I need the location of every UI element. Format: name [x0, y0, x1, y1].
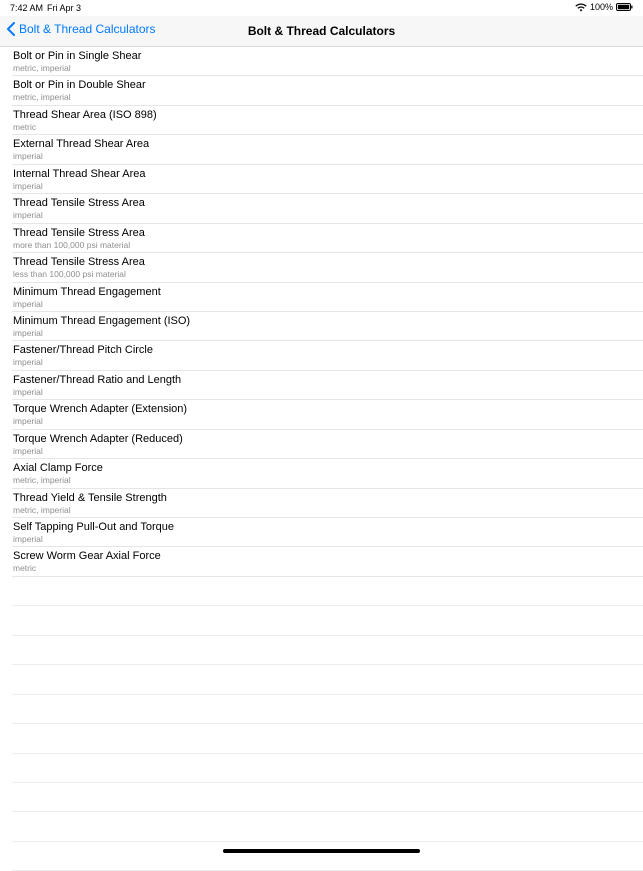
- list-item-subtitle: less than 100,000 psi material: [13, 269, 126, 280]
- list-item[interactable]: [12, 106, 643, 135]
- list-item-subtitle: imperial: [13, 298, 43, 309]
- list-item[interactable]: [12, 371, 643, 400]
- status-indicators: [575, 2, 633, 12]
- list-item[interactable]: [12, 135, 643, 164]
- list-item-title: Bolt or Pin in Double Shear: [13, 79, 146, 92]
- page-title: Bolt & Thread Calculators: [247, 24, 396, 38]
- list-item[interactable]: [12, 76, 643, 105]
- wifi-icon: [575, 3, 587, 12]
- list-item[interactable]: [12, 165, 643, 194]
- list-item[interactable]: [12, 47, 643, 76]
- empty-separator-row: [12, 695, 643, 724]
- list-item-title: Torque Wrench Adapter (Reduced): [13, 432, 183, 445]
- list-item-subtitle: metric, imperial: [13, 63, 71, 73]
- list-item-title: Minimum Thread Engagement: [13, 285, 161, 298]
- list-item-title: Thread Tensile Stress Area: [13, 197, 145, 210]
- status-time: 7:42 AM: [10, 3, 44, 13]
- list-item-subtitle: imperial: [13, 327, 43, 338]
- empty-separator-row: [12, 812, 643, 841]
- list-item-title: Thread Yield & Tensile Strength: [13, 491, 167, 504]
- list-item-title: Torque Wrench Adapter (Extension): [13, 403, 188, 416]
- list-item-title: External Thread Shear Area: [13, 138, 150, 151]
- list-item-title: Screw Worm Gear Axial Force: [13, 550, 161, 563]
- list-item-subtitle: metric: [13, 121, 37, 132]
- empty-separator-row: [12, 636, 643, 665]
- list-item-subtitle: more than 100,000 psi material: [13, 239, 131, 250]
- list-item-title: Thread Shear Area (ISO 898): [13, 108, 157, 121]
- list-item-title: Minimum Thread Engagement (ISO): [13, 314, 191, 327]
- list-item-subtitle: imperial: [13, 416, 43, 427]
- list-item-subtitle: imperial: [13, 445, 43, 456]
- list-item[interactable]: [12, 547, 643, 576]
- empty-separator-row: [12, 842, 643, 871]
- calculator-list: [0, 47, 643, 871]
- list-item-subtitle: metric, imperial: [13, 475, 71, 486]
- list-item-subtitle: imperial: [13, 210, 43, 221]
- list-item-subtitle: metric, imperial: [13, 504, 71, 515]
- battery-percent: 100%: [589, 2, 613, 12]
- empty-separator-row: [12, 754, 643, 783]
- battery-icon: [616, 3, 633, 11]
- list-item[interactable]: [12, 224, 643, 253]
- list-item[interactable]: [12, 430, 643, 459]
- list-item[interactable]: [12, 253, 643, 282]
- empty-separator-row: [12, 577, 643, 606]
- empty-separator-row: [12, 783, 643, 812]
- list-item-subtitle: metric, imperial: [13, 92, 71, 103]
- back-label: Bolt & Thread Calculators: [19, 22, 156, 36]
- list-item-title: Fastener/Thread Pitch Circle: [13, 344, 153, 357]
- list-item-title: Thread Tensile Stress Area: [13, 256, 145, 269]
- empty-separator-row: [12, 606, 643, 635]
- list-item-subtitle: imperial: [13, 151, 43, 162]
- list-item[interactable]: [12, 312, 643, 341]
- list-item[interactable]: [12, 459, 643, 488]
- list-item-title: Internal Thread Shear Area: [13, 167, 146, 180]
- navigation-bar: [0, 16, 643, 47]
- list-item[interactable]: [12, 283, 643, 312]
- list-item-title: Fastener/Thread Ratio and Length: [13, 373, 182, 386]
- list-item[interactable]: [12, 518, 643, 547]
- list-item-title: Self Tapping Pull-Out and Torque: [13, 521, 175, 533]
- home-indicator: [223, 849, 420, 853]
- list-item-subtitle: imperial: [13, 357, 43, 368]
- status-bar: [0, 0, 643, 16]
- list-item[interactable]: [12, 194, 643, 223]
- list-item-subtitle: metric: [13, 563, 37, 574]
- list-item-title: Axial Clamp Force: [13, 462, 103, 475]
- status-date: Fri Apr 3: [47, 3, 82, 13]
- list-item-title: Bolt or Pin in Single Shear: [13, 50, 142, 62]
- list-item-title: Thread Tensile Stress Area: [13, 226, 145, 239]
- list-item[interactable]: [12, 400, 643, 429]
- list-item-subtitle: imperial: [13, 180, 43, 191]
- list-item[interactable]: [12, 341, 643, 370]
- empty-separator-row: [12, 665, 643, 694]
- list-item-subtitle: imperial: [13, 534, 43, 544]
- list-item[interactable]: [12, 489, 643, 518]
- empty-separator-row: [12, 724, 643, 753]
- list-item-subtitle: imperial: [13, 386, 43, 397]
